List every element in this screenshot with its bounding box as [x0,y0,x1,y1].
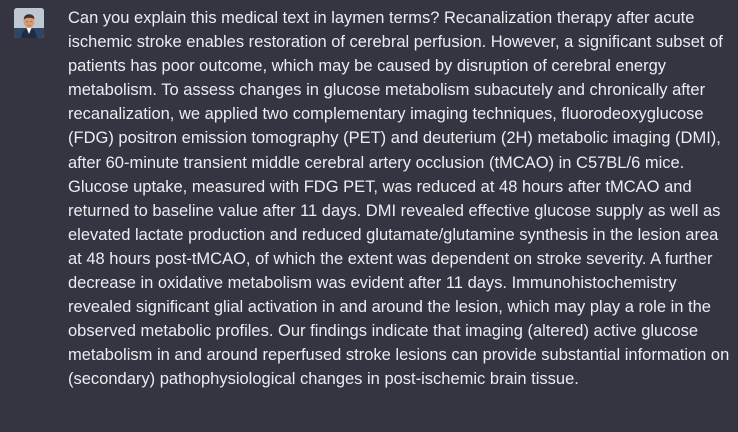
user-message-text: Can you explain this medical text in laymen terms? Recanalization therapy after acute ischemic stroke enables restoration of cerebral perfusion. However, a significant subset of patients has poor outcome, which may be caused by disruption of cerebral energy metabolism. To assess changes in glucose metabolism subacutely and chronically after recanalization, we applied two complementary imaging techniques, fluorodeoxyglucose (FDG) positron emission tomography (PET) and deuterium (2H) metabolic imaging (DMI), after 60-minute transient middle cerebral artery occlusion (tMCAO) in C57BL/6 mice. Glucose uptake, measured with FDG PET, was reduced at 48 hours after tMCAO and returned to baseline value after 11 days. DMI revealed effective glucose supply as well as elevated lactate production and reduced glutamate/glutamine synthesis in the lesion area at 48 hours post-tMCAO, of which the extent was dependent on stroke severity. A further decrease in oxidative metabolism was evident after 11 days. Immunohistochemistry revealed significant glial activation in and around the lesion, which may play a role in the observed metabolic profiles. Our findings indicate that imaging (altered) active glucose metabolism in and around reperfused stroke lesions can provide substantial information on (secondary) pathophysiological changes in post-ischemic brain tissue. [68,9,730,389]
user-avatar-icon [14,8,44,38]
